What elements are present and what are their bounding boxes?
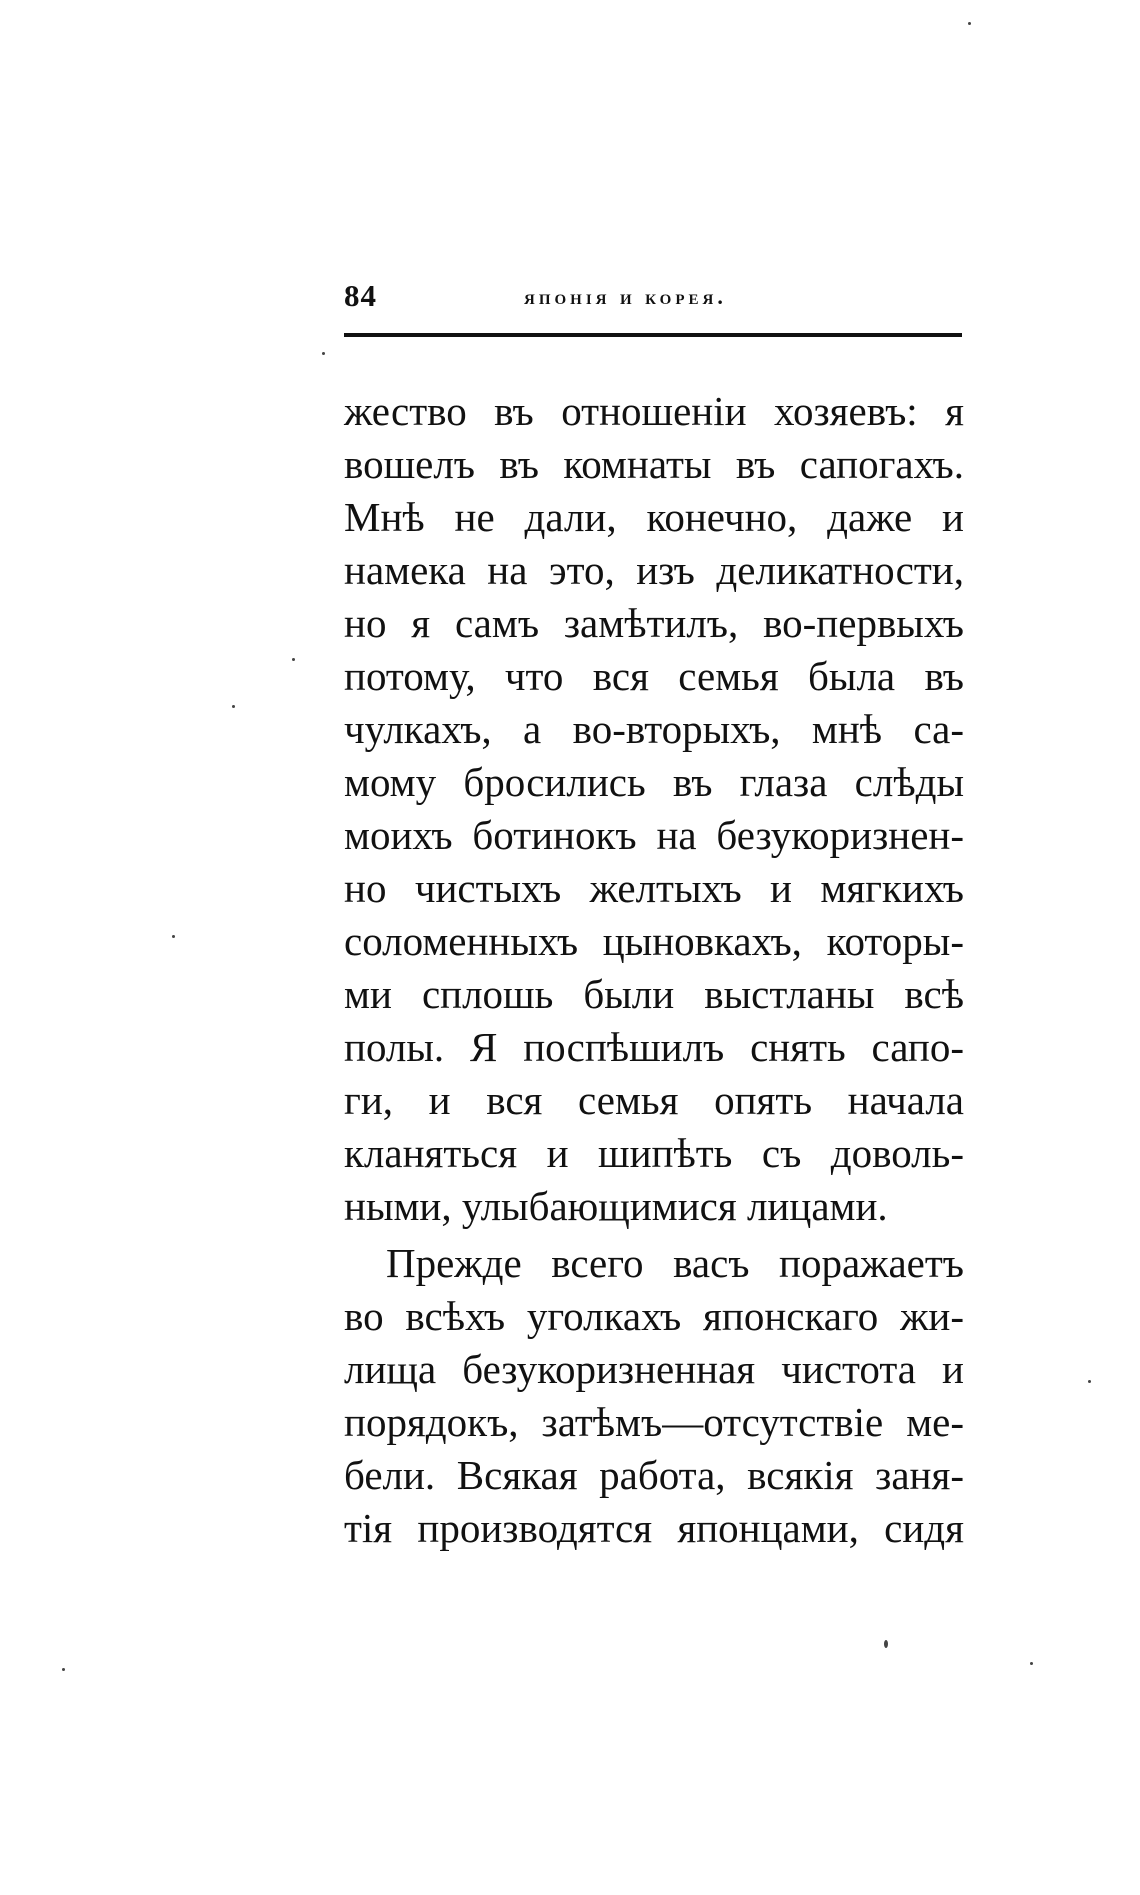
text-line: Мнѣ не дали, конечно, даже и [344, 494, 964, 540]
text-line: потому, что вся семья была въ [344, 653, 964, 699]
text-line: ми сплошь были выстланы всѣ [344, 971, 964, 1017]
text-line: Прежде всего васъ поражаетъ [386, 1240, 964, 1286]
scan-speck [968, 22, 971, 25]
scan-speck [1030, 1662, 1033, 1665]
text-line: во всѣхъ уголкахъ японскаго жи- [344, 1293, 964, 1339]
body-text [344, 385, 964, 1555]
text-line: ги, и вся семья опять начала [344, 1077, 964, 1123]
scan-speck [292, 658, 295, 661]
scan-speck [884, 1640, 888, 1648]
text-line: порядокъ, затѣмъ—отсутствіе ме- [344, 1399, 964, 1445]
scan-speck [232, 705, 235, 708]
page-number: 84 [344, 278, 377, 313]
text-line: соломенныхъ цыновкахъ, которы- [344, 918, 964, 964]
text-line: полы. Я поспѣшилъ снять сапо- [344, 1024, 964, 1070]
text-line: лища безукоризненная чистота и [344, 1346, 964, 1392]
scan-speck [1088, 1380, 1091, 1383]
text-line: мому бросились въ глаза слѣды [344, 759, 964, 805]
text-line: но чистыхъ желтыхъ и мягкихъ [344, 865, 964, 911]
scan-speck [172, 935, 175, 938]
header-rule [344, 333, 962, 337]
text-line: кланяться и шипѣть съ доволь- [344, 1130, 964, 1176]
text-line: моихъ ботинокъ на безукоризнен- [344, 812, 964, 858]
text-line: но я самъ замѣтилъ, во-первыхъ [344, 600, 964, 646]
text-line: намека на это, изъ деликатности, [344, 547, 964, 593]
text-line: чулкахъ, а во-вторыхъ, мнѣ са- [344, 706, 964, 752]
text-line: вошелъ въ комнаты въ сапогахъ. [344, 441, 964, 487]
page-header [344, 270, 962, 318]
text-line: тія производятся японцами, сидя [344, 1505, 964, 1551]
scan-speck [322, 352, 325, 355]
scan-speck [62, 1668, 65, 1671]
text-line: жество въ отношеніи хозяевъ: я [344, 388, 964, 434]
text-line: ными, улыбающимися лицами. [344, 1183, 888, 1229]
text-line: бели. Всякая работа, всякія заня- [344, 1452, 964, 1498]
running-title: японія и корея. [524, 284, 727, 309]
